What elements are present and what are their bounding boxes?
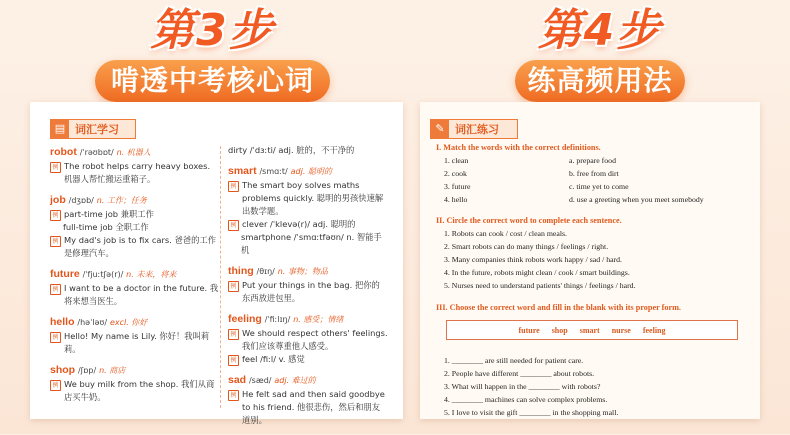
example-icon: 例: [50, 162, 61, 173]
example-line: [228, 179, 388, 218]
example-icon: 例: [228, 355, 239, 366]
headword: future: [50, 268, 80, 280]
match-row: [436, 193, 748, 206]
example-text: I want to be a doctor in the future. 我将来想当医生。: [64, 283, 219, 306]
step4-heading: [505, 6, 695, 102]
entry-head: [228, 313, 388, 327]
exercise-section-1: [436, 142, 748, 206]
pencil-icon: ✎: [431, 120, 449, 138]
example-line: [50, 378, 220, 404]
sentence-line: 3. Many companies think robots work happy / sad / hard.: [444, 255, 622, 264]
example-text: The smart boy solves maths problems quickly. 聪明的男孩快速解出数学题。: [242, 180, 384, 216]
headword: thing: [228, 265, 254, 277]
example-line: [50, 282, 220, 308]
match-word: 3. future: [444, 182, 471, 191]
entry-head: [228, 374, 388, 388]
entry-head: [50, 316, 220, 330]
example-line: [228, 353, 388, 366]
match-definition: a. prepare food: [569, 156, 616, 165]
example-text: My dad's job is to fix cars. 爸爸的工作是修理汽车。: [64, 235, 216, 258]
blank-line: 1. ________ are still needed for patient care.: [444, 356, 584, 365]
vocab-practice-card: [420, 102, 760, 419]
step3-heading: [95, 6, 330, 102]
word-bank-word: smart: [579, 325, 600, 335]
plain-line: full-time job 全职工作: [63, 222, 149, 232]
example-icon: 例: [50, 236, 61, 247]
section-1-title: I. Match the words with the correct definitions.: [436, 143, 601, 152]
plain-line: smartphone /ˈsmɑːtfəʊn/ n. 智能手机: [241, 232, 382, 255]
phonetic: /ˈfiːlɪŋ/: [264, 315, 291, 324]
example-text: part-time job 兼职工作: [64, 209, 154, 219]
phonetic: /həˈləʊ/: [77, 318, 108, 327]
book-icon: ▤: [51, 120, 69, 138]
step3-subtitle: 啃透中考核心词: [95, 60, 330, 102]
vocab-practice-label: 词汇练习: [455, 123, 499, 136]
word-bank-word: future: [518, 325, 540, 335]
entry-head: [50, 268, 220, 282]
phonetic: /ʃɒp/: [77, 366, 97, 375]
part-of-speech: n. 事物；物品: [277, 267, 328, 276]
match-row: [436, 180, 748, 193]
part-of-speech: n. 商店: [99, 366, 126, 375]
example-line: [50, 234, 220, 260]
match-definition: b. free from dirt: [569, 169, 619, 178]
example-line: [50, 208, 220, 221]
part-of-speech: n. 感受；情绪: [293, 315, 344, 324]
phonetic: /ˈrəʊbɒt/: [79, 148, 114, 157]
example-text: We should respect others' feelings. 我们应该尊重他人感受。: [242, 328, 388, 351]
part-of-speech: n. 工作；任务: [96, 196, 147, 205]
word-bank: [446, 320, 738, 340]
example-icon: 例: [50, 380, 61, 391]
example-line: [228, 388, 388, 427]
match-definition: d. use a greeting when you meet somebody: [569, 195, 704, 204]
vocab-study-tag: [50, 119, 136, 139]
word-bank-word: nurse: [611, 325, 631, 335]
example-line: [50, 160, 220, 186]
example-line: [228, 327, 388, 353]
blank-line: 3. What will happen in the ________ with robots?: [444, 382, 601, 391]
example-text: The robot helps carry heavy boxes. 机器人帮忙搬运重箱子。: [64, 161, 211, 184]
vocab-entry-sad: [228, 374, 388, 427]
example-text: Put your things in the bag. 把你的东西放进包里。: [242, 280, 380, 303]
vocab-column-a: [50, 146, 220, 412]
step4-title: 第4步: [537, 5, 663, 56]
example-line: [228, 218, 388, 231]
blank-line: 4. ________ machines can solve complex problems.: [444, 395, 608, 404]
exercise-section-2: [436, 215, 748, 292]
sentence-line: 4. In the future, robots might clean / cook / smart buildings.: [444, 268, 630, 277]
part-of-speech: n. 未来，将来: [126, 270, 177, 279]
entry-head: [50, 364, 220, 378]
vocab-entry-future: [50, 268, 220, 308]
carryover-entry: dirty /ˈdɜːti/ adj. 脏的，不干净的: [228, 145, 355, 155]
entry-head: [50, 146, 220, 160]
phonetic: /dʒɒb/: [68, 196, 94, 205]
phonetic: /ˈfjuːtʃə(r)/: [82, 270, 124, 279]
example-line: [50, 330, 220, 356]
vocab-entry-thing: [228, 265, 388, 305]
step4-subtitle: 练高频用法: [515, 60, 685, 102]
section-3-title: III. Choose the correct word and fill in the blank with its proper form.: [436, 303, 681, 312]
phonetic: /θɪŋ/: [256, 267, 275, 276]
vocab-entry-robot: [50, 146, 220, 186]
match-row: [436, 154, 748, 167]
example-icon: 例: [228, 390, 239, 401]
example-icon: 例: [50, 332, 61, 343]
vocab-entry-smart: [228, 165, 388, 257]
sentence-line: 1. Robots can cook / cost / clean meals.: [444, 229, 567, 238]
example-text: feel /fiːl/ v. 感觉: [242, 354, 305, 364]
example-icon: 例: [50, 284, 61, 295]
entry-head: [50, 194, 220, 208]
vocab-practice-tag: [430, 119, 518, 139]
entry-head: [228, 265, 388, 279]
example-text: We buy milk from the shop. 我们从商店买牛奶。: [64, 379, 215, 402]
sentence-line: 2. Smart robots can do many things / feelings / right.: [444, 242, 609, 251]
column-divider: [220, 146, 222, 408]
part-of-speech: adj. 聪明的: [290, 167, 332, 176]
word-bank-word: shop: [551, 325, 568, 335]
match-word: 2. cook: [444, 169, 467, 178]
vocab-study-card: [30, 102, 403, 425]
example-icon: 例: [228, 329, 239, 340]
example-icon: 例: [228, 181, 239, 192]
vocab-entry-shop: [50, 364, 220, 404]
headword: feeling: [228, 313, 262, 325]
example-text: Hello! My name is Lily. 你好！我叫莉莉。: [64, 331, 210, 354]
word-bank-word: feeling: [642, 325, 666, 335]
part-of-speech: excl. 你好: [109, 318, 148, 327]
vocab-entry-hello: [50, 316, 220, 356]
part-of-speech: n. 机器人: [116, 148, 151, 157]
vocab-column-b: [228, 144, 388, 435]
vocab-entry-job: [50, 194, 220, 260]
match-definition: c. time yet to come: [569, 182, 629, 191]
phonetic: /smɑːt/: [259, 167, 288, 176]
example-text: clever /ˈklevə(r)/ adj. 聪明的: [242, 219, 356, 229]
headword: smart: [228, 165, 257, 177]
example-icon: 例: [228, 220, 239, 231]
headword: sad: [228, 374, 247, 386]
entry-head: [228, 165, 388, 179]
part-of-speech: adj. 难过的: [274, 376, 316, 385]
exercise-section-3: [436, 302, 748, 419]
headword: shop: [50, 364, 76, 376]
example-text: He felt sad and then said goodbye to his friend. 他很悲伤，然后和朋友道别。: [242, 389, 385, 425]
vocab-study-label: 词汇学习: [75, 123, 119, 136]
headword: robot: [50, 146, 77, 158]
headword: job: [50, 194, 66, 206]
example-icon: 例: [50, 210, 61, 221]
match-row: [436, 167, 748, 180]
blank-line: 2. People have different ________ about robots.: [444, 369, 595, 378]
section-2-title: II. Circle the correct word to complete each sentence.: [436, 216, 622, 225]
phonetic: /sæd/: [248, 376, 272, 385]
vocab-entry-feeling: [228, 313, 388, 366]
step3-title: 第3步: [150, 5, 275, 56]
headword: hello: [50, 316, 75, 328]
example-icon: 例: [228, 281, 239, 292]
sentence-line: 5. Nurses need to understand patients' things / feelings / hard.: [444, 281, 636, 290]
blank-line: 5. I love to visit the gift ________ in the shopping mall.: [444, 408, 619, 417]
match-word: 1. clean: [444, 156, 469, 165]
match-word: 4. hello: [444, 195, 468, 204]
example-line: [228, 279, 388, 305]
